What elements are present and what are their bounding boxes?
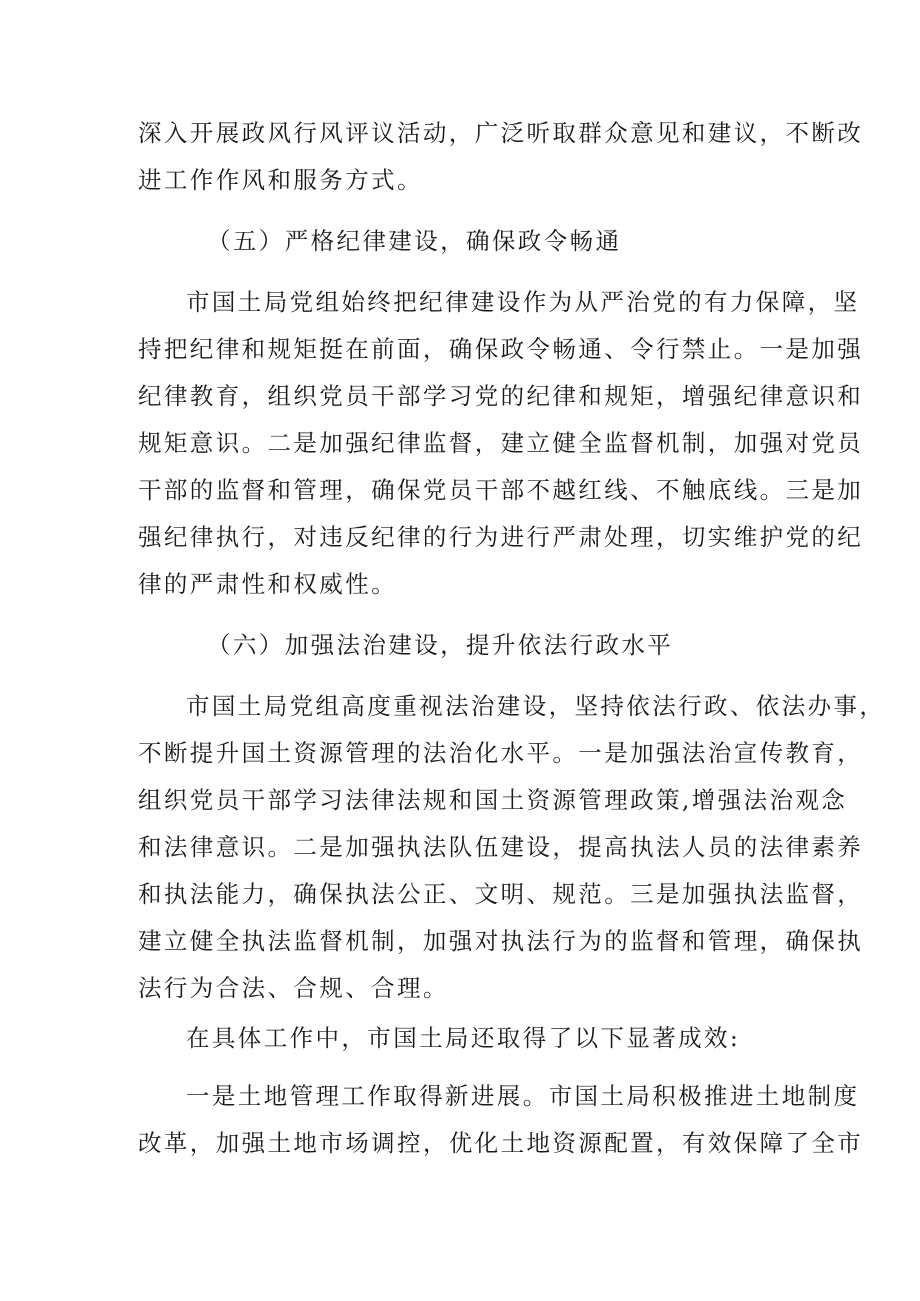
body-line: 干部的监督和管理，确保党员干部不越红线、不触底线。三是加	[138, 476, 864, 504]
body-line: 法行为合法、合规、合理。	[138, 974, 449, 1002]
body-line: 强纪律执行，对违反纪律的行为进行严肃处理，切实维护党的纪	[138, 523, 864, 551]
body-line: 和法律意识。二是加强执法队伍建设，提高执法人员的法律素养	[138, 833, 864, 861]
body-line: 一是土地管理工作取得新进展。市国土局积极推进土地制度	[186, 1082, 860, 1110]
body-line: 组织党员干部学习法律法规和国土资源管理政策,增强法治观念	[138, 786, 848, 814]
body-line: 市国土局党组始终把纪律建设作为从严治党的有力保障，坚	[186, 288, 860, 316]
body-line: 深入开展政风行风评议活动，广泛听取群众意见和建议，不断改	[138, 119, 864, 147]
body-line: 和执法能力，确保执法公正、文明、规范。三是加强执法监督，	[138, 880, 864, 908]
section-heading-6: （六）加强法治建设，提升依法行政水平	[207, 631, 674, 659]
body-line: 规矩意识。二是加强纪律监督，建立健全监督机制，加强对党员	[138, 429, 864, 457]
body-line: 律的严肃性和权威性。	[138, 570, 397, 598]
body-line: 持把纪律和规矩挺在前面，确保政令畅通、令行禁止。一是加强	[138, 335, 864, 363]
body-line: 纪律教育，组织党员干部学习党的纪律和规矩，增强纪律意识和	[138, 382, 864, 410]
body-line: 改革，加强土地市场调控，优化土地资源配置，有效保障了全市	[138, 1129, 864, 1157]
body-line: 建立健全执法监督机制，加强对执法行为的监督和管理，确保执	[138, 927, 864, 955]
section-heading-5: （五）严格纪律建设，确保政令畅通	[207, 227, 622, 255]
body-line: 在具体工作中，市国土局还取得了以下显著成效:	[186, 1024, 741, 1052]
body-line: 市国土局党组高度重视法治建设，坚持依法行政、依法办事，	[186, 692, 886, 720]
body-line: 进工作作风和服务方式。	[138, 166, 423, 194]
body-line: 不断提升国土资源管理的法治化水平。一是加强法治宣传教育，	[138, 739, 864, 767]
